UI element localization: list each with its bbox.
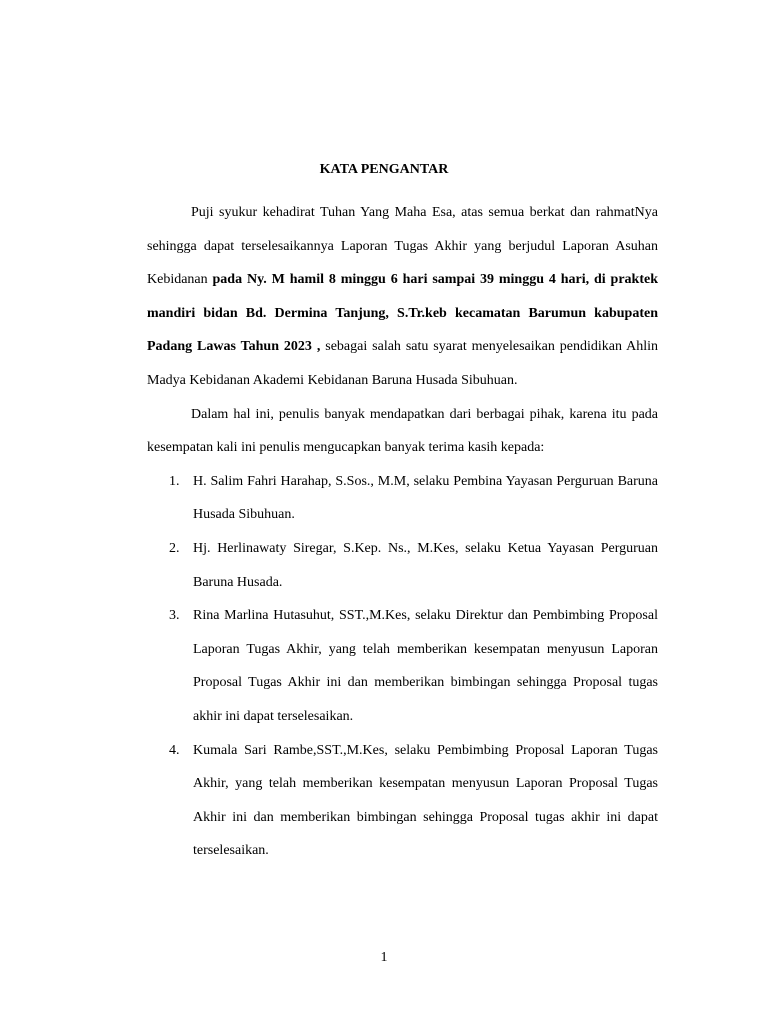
list-item-number: 4. xyxy=(169,742,180,758)
list-item-number: 3. xyxy=(169,608,180,624)
list-item-text: Rina Marlina Hutasuhut, SST.,M.Kes, selaku Direktur dan Pembimbing Proposal Laporan Tugas Akhir, yang telah memberikan kesempatan menyusun Laporan Proposal Tugas Akhir ini dan memberikan bimbingan sehingga Proposal tugas akhir ini dapat terselesaikan. xyxy=(193,608,658,724)
paragraph-intro xyxy=(147,196,658,398)
report-title-bold: pada Ny. M hamil 8 minggu 6 hari sampai 39 minggu 4 hari, di praktek mandiri bidan Bd. Dermina Tanjung, S.Tr.keb kecamatan Barumun kabupaten Padang Lawas Tahun 2023 , xyxy=(147,272,658,355)
page-number: 1 xyxy=(380,950,388,965)
paragraph-thanks: Dalam hal ini, penulis banyak mendapatkan dari berbagai pihak, karena itu pada kesempatan kali ini penulis mengucapkan banyak terima kasih kepada: xyxy=(147,406,658,456)
list-item-text: Hj. Herlinawaty Siregar, S.Kep. Ns., M.Kes, selaku Ketua Yayasan Perguruan Baruna Husada. xyxy=(193,540,658,590)
list-item xyxy=(147,734,658,868)
list-item-number: 1. xyxy=(169,473,180,489)
page-title: KATA PENGANTAR xyxy=(319,162,449,177)
paragraph-intro-text: Puji syukur kehadirat Tuhan Yang Maha Esa, atas semua berkat dan rahmatNya sehingga dapat terselesaikannya Laporan Tugas Akhir yang berjudul Laporan Asuhan Kebidanan xyxy=(147,205,658,288)
list-item-text: H. Salim Fahri Harahap, S.Sos., M.M, selaku Pembina Yayasan Perguruan Baruna Husada Sibuhuan. xyxy=(193,473,658,523)
list-item xyxy=(147,599,658,733)
list-item xyxy=(147,465,658,532)
list-item xyxy=(147,532,658,599)
list-item-text: Kumala Sari Rambe,SST.,M.Kes, selaku Pembimbing Proposal Laporan Tugas Akhir, yang telah memberikan kesempatan menyusun Laporan Proposal Tugas Akhir ini dan memberikan bimbingan sehingga Proposal tugas akhir ini dapat terselesaikan. xyxy=(193,742,658,859)
list-item-number: 2. xyxy=(169,540,180,556)
acknowledgement-list xyxy=(147,465,658,868)
document-body xyxy=(147,196,658,868)
paragraph-intro-end: sebagai salah satu syarat menyelesaikan pendidikan Ahlin Madya Kebidanan Akademi Kebidanan Baruna Husada Sibuhuan. xyxy=(147,339,658,388)
